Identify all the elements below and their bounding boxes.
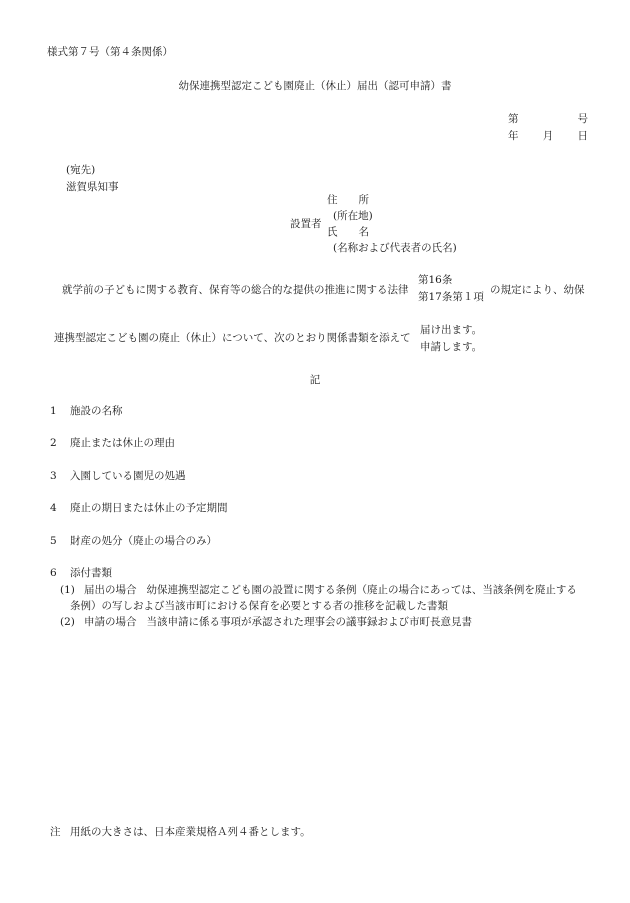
item-label: 入園している園児の処遇 — [70, 470, 186, 482]
list-item — [50, 437, 175, 450]
item-number: 5 — [50, 535, 57, 547]
body-text-line1-end: の規定により、幼保 — [490, 284, 585, 296]
footnote-text: 用紙の大きさは、日本産業規格Ａ列４番とします。 — [70, 826, 311, 838]
document-title: 幼保連携型認定こども園廃止（休止）届出（認可申請）書 — [178, 80, 452, 92]
article-option-16: 第16条 — [418, 274, 453, 286]
addressee-name: 滋賀県知事 — [66, 181, 119, 193]
date-year: 年 — [508, 130, 519, 142]
address-sublabel: (所在地) — [333, 210, 373, 222]
date-month: 月 — [542, 130, 554, 142]
attachment-text-continued: 条例）の写しおよび当該市町における保育を必要とする者の推移を記載した書類 — [70, 600, 448, 612]
number-suffix: 号 — [577, 113, 588, 125]
attachment-number: (2) — [60, 616, 75, 628]
article-option-17: 第17条第１項 — [418, 291, 484, 303]
name-label: 氏 名 — [327, 226, 369, 238]
item-number: 6 — [50, 567, 57, 579]
name-sublabel: (名称および代表者の氏名) — [333, 242, 457, 254]
attachment-text: 幼保連携型認定こども園の設置に関する条例（廃止の場合にあっては、当該条例を廃止する — [146, 584, 577, 596]
footnote-label: 注 — [50, 826, 61, 838]
item-label: 財産の処分（廃止の場合のみ） — [70, 535, 217, 547]
item-label: 添付書類 — [70, 567, 112, 579]
list-item — [50, 567, 112, 580]
attachment-label: 申請の場合 — [84, 616, 137, 628]
submit-option-notify: 届け出ます。 — [420, 324, 483, 336]
item-number: 3 — [50, 470, 57, 482]
attachment-text: 当該申請に係る事項が承認された理事会の議事録および市町長意見書 — [146, 616, 472, 628]
item-number: 2 — [50, 437, 57, 449]
address-label: 住 所 — [327, 194, 369, 206]
addressee-block — [66, 162, 119, 196]
body-text-line1: 就学前の子どもに関する教育、保育等の総合的な提供の推進に関する法律 — [62, 284, 409, 296]
addressee-label: (宛先) — [66, 164, 96, 176]
applicant-role: 設置者 — [290, 218, 322, 230]
attachment-item-notify — [60, 584, 577, 597]
date-day: 日 — [577, 130, 588, 142]
item-number: 4 — [50, 502, 57, 514]
list-item — [50, 405, 123, 418]
attachment-number: (1) — [60, 584, 75, 596]
item-label: 廃止または休止の理由 — [70, 437, 175, 449]
date-block — [508, 113, 588, 147]
list-item — [50, 535, 217, 548]
item-label: 廃止の期日または休止の予定期間 — [70, 502, 228, 514]
form-number: 様式第７号（第４条関係） — [47, 46, 173, 58]
body-text-line2: 連携型認定こども園の廃止（休止）について、次のとおり関係書類を添えて — [54, 332, 411, 344]
attachment-label: 届出の場合 — [84, 584, 137, 596]
item-label: 施設の名称 — [70, 405, 123, 417]
list-item — [50, 470, 186, 483]
list-item — [50, 502, 228, 515]
number-prefix: 第 — [508, 113, 519, 125]
item-number: 1 — [50, 405, 57, 417]
submit-option-apply: 申請します。 — [420, 341, 483, 353]
ki-heading: 記 — [309, 374, 321, 386]
attachment-item-apply — [60, 616, 472, 629]
footnote — [50, 826, 311, 839]
